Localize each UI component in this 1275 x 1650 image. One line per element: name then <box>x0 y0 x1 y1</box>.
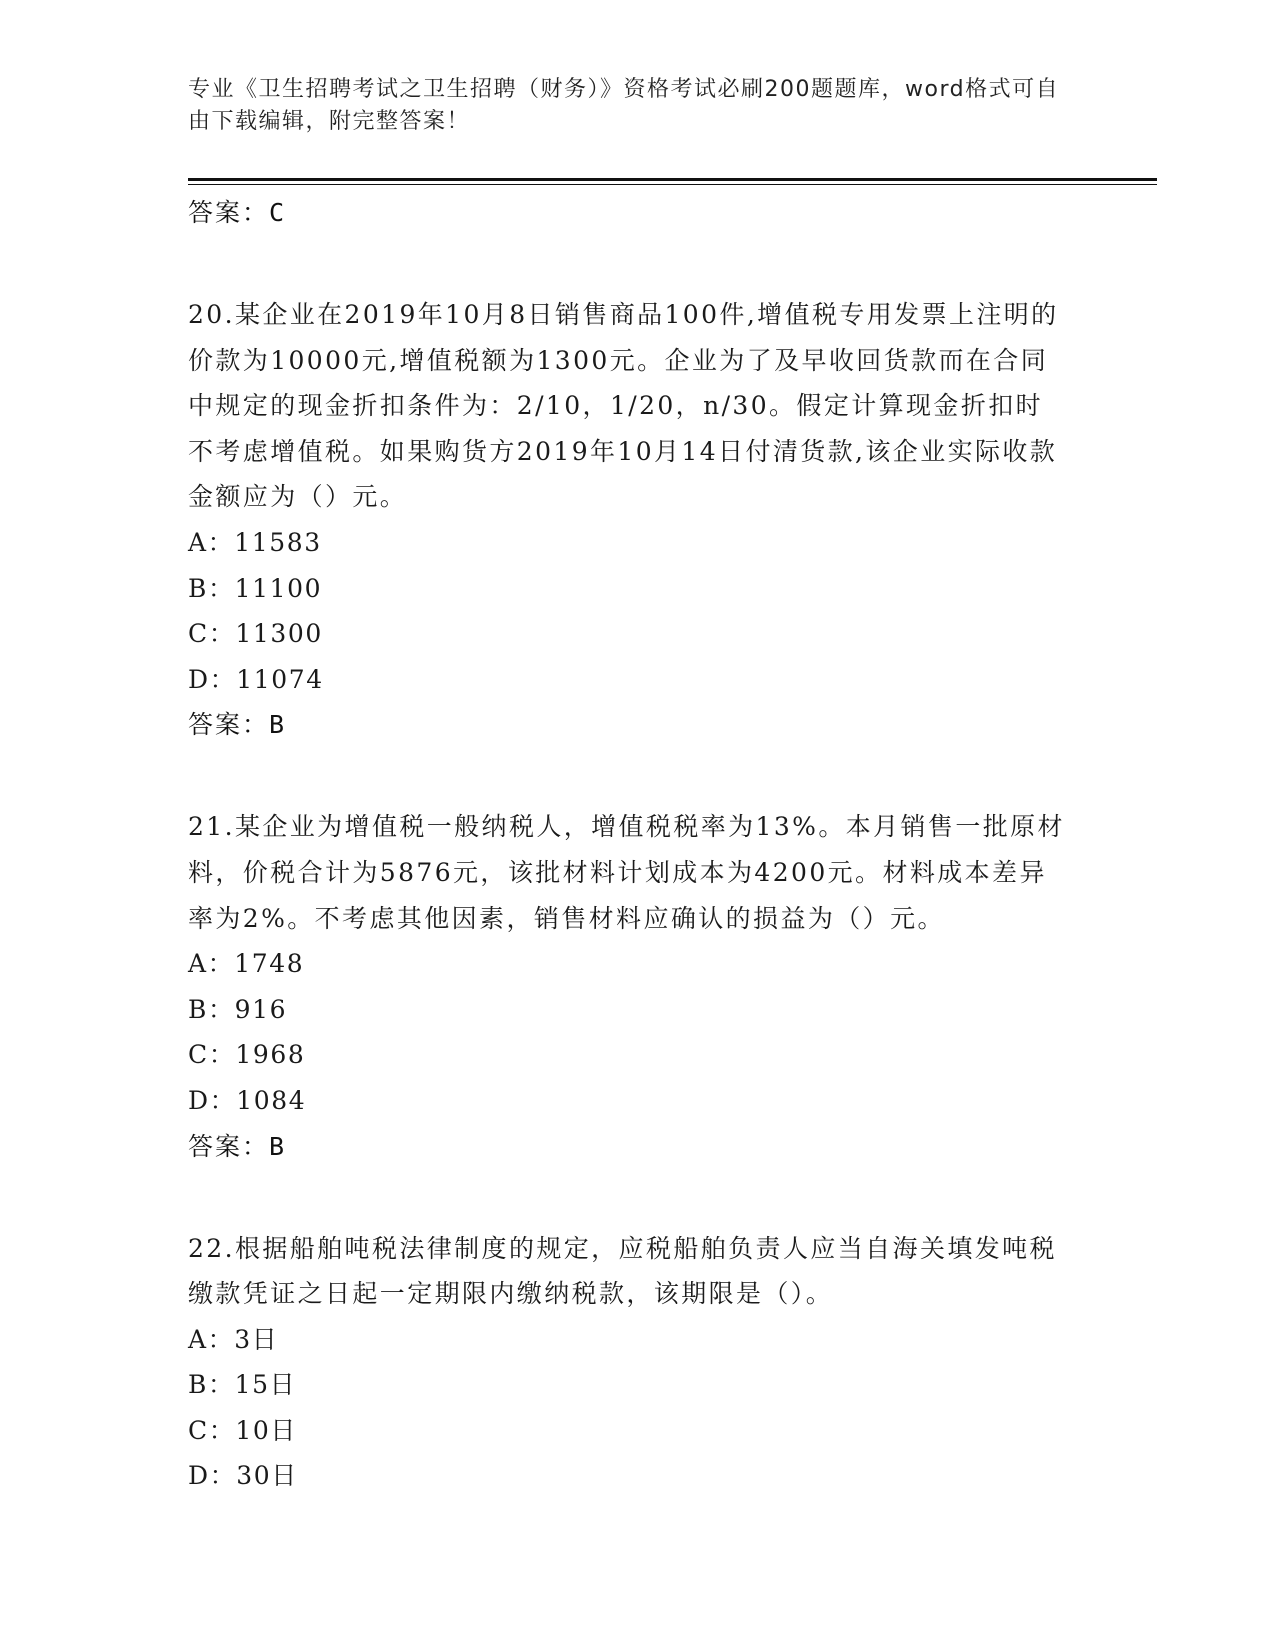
option-text: 15日 <box>234 1370 297 1400</box>
option-key: A： <box>188 527 235 557</box>
answer-label: 答案： <box>188 198 270 227</box>
header-divider-thick <box>188 178 1157 181</box>
question-block <box>188 292 1088 748</box>
option-text: 3日 <box>234 1324 279 1354</box>
option-c <box>188 1032 1088 1078</box>
option-text: 11074 <box>236 664 324 694</box>
option-a <box>188 520 1088 566</box>
answer-value: C <box>269 198 285 227</box>
option-b <box>188 566 1088 612</box>
answer-value: B <box>269 710 285 740</box>
option-d <box>188 1078 1088 1124</box>
option-key: D： <box>188 1085 237 1115</box>
answer-line <box>188 1124 1088 1170</box>
option-key: D： <box>188 1461 237 1491</box>
option-key: B： <box>188 573 235 603</box>
option-key: B： <box>188 994 235 1024</box>
option-c <box>188 1408 1088 1454</box>
answer-label: 答案： <box>188 710 270 740</box>
question-block <box>188 804 1088 1169</box>
option-key: C： <box>188 619 236 649</box>
option-d <box>188 1453 1088 1499</box>
answer-line <box>188 702 1088 748</box>
option-key: D： <box>188 664 237 694</box>
option-text: 11100 <box>234 573 323 603</box>
option-text: 1968 <box>235 1040 306 1070</box>
option-text: 11300 <box>235 619 323 649</box>
option-b <box>188 987 1088 1033</box>
question-stem: 21.某企业为增值税一般纳税人，增值税税率为13%。本月销售一批原材料，价税合计为5876元，该批材料计划成本为4200元。材料成本差异率为2%。不考虑其他因素，销售材料应确认的损益为（）元。 <box>188 812 1065 933</box>
option-key: C： <box>188 1415 236 1445</box>
answer-line <box>188 190 1088 236</box>
option-key: B： <box>188 1370 235 1400</box>
answer-label: 答案： <box>188 1131 270 1161</box>
option-text: 10日 <box>235 1415 297 1445</box>
option-d <box>188 657 1088 703</box>
option-a <box>188 941 1088 987</box>
option-text: 11583 <box>234 527 322 557</box>
option-text: 1748 <box>234 949 305 979</box>
option-text: 30日 <box>236 1461 298 1491</box>
option-text: 916 <box>234 994 288 1024</box>
option-c <box>188 611 1088 657</box>
option-key: A： <box>188 1324 235 1354</box>
page-header: 专业《卫生招聘考试之卫生招聘（财务）》资格考试必刷200题题库，word格式可自由下载编辑，附完整答案！ <box>188 77 1060 134</box>
answer-value: B <box>269 1131 285 1161</box>
option-b <box>188 1362 1088 1408</box>
question-stem: 20.某企业在2019年10月8日销售商品100件,增值税专用发票上注明的价款为10000元,增值税额为1300元。企业为了及早收回货款而在合同中规定的现金折扣条件为：2/10，1/20，n/30。假定计算现金折扣时不考虑增值税。如果购货方2019年10月14日付清货款,该企业实际收款金额应为（）元。 <box>188 300 1059 512</box>
option-key: A： <box>188 949 235 979</box>
question-stem: 22.根据船舶吨税法律制度的规定，应税船舶负责人应当自海关填发吨税缴款凭证之日起一定期限内缴纳税款，该期限是（）。 <box>188 1233 1057 1309</box>
option-a <box>188 1317 1088 1363</box>
document-body <box>188 190 1088 1499</box>
option-text: 1084 <box>236 1085 307 1115</box>
header-divider-thin <box>188 184 1157 185</box>
question-block <box>188 1226 1088 1500</box>
option-key: C： <box>188 1040 236 1070</box>
